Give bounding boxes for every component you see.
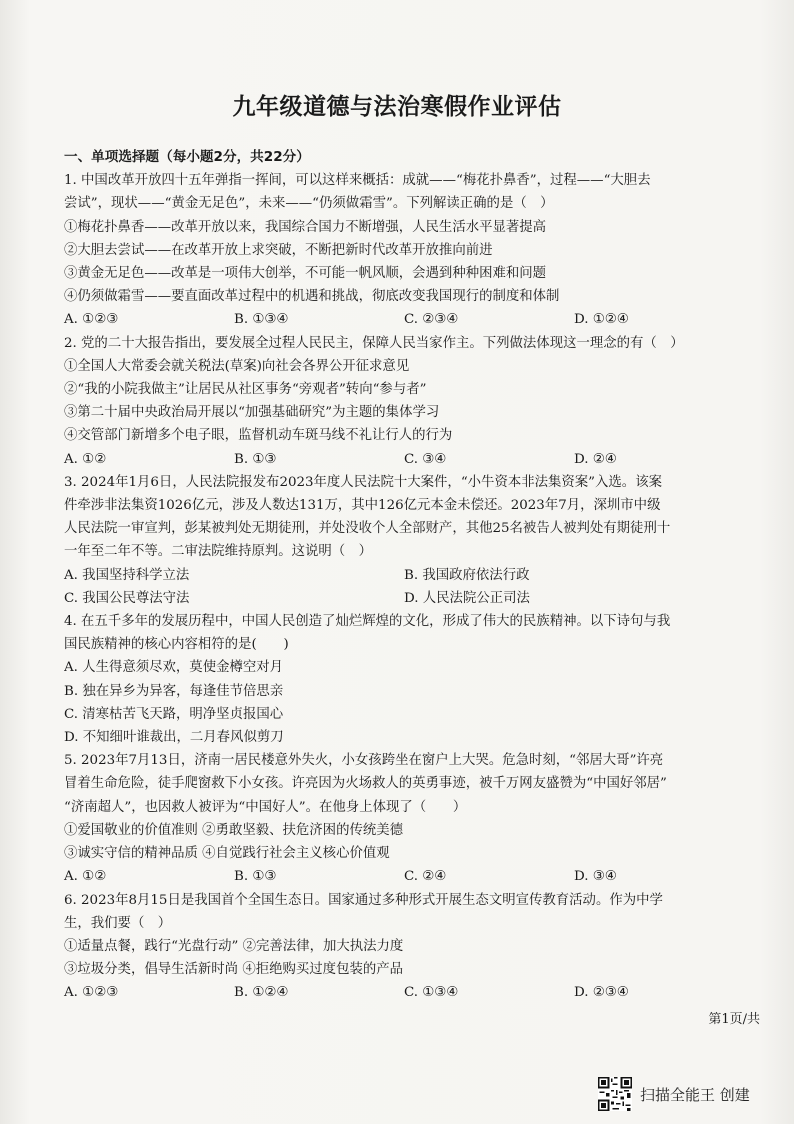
option-a: A. ①② (64, 869, 107, 885)
answer-options (64, 308, 744, 331)
question-list (64, 146, 744, 1005)
statement: ②“我的小院我做主”让居民从社区事务“旁观者”转向“参与者” (64, 382, 427, 398)
question-4 (64, 610, 744, 749)
option-d: D. 人民法院公正司法 (404, 590, 530, 606)
option-d: D. ②③④ (574, 985, 629, 1001)
option-b: B. 独在异乡为异客，每逢佳节倍思亲 (64, 683, 284, 699)
option-b: B. 我国政府依法行政 (404, 567, 530, 583)
statement: ②大胆去尝试——在改革开放上求突破，不断把新时代改革开放推向前进 (64, 242, 493, 258)
option-b: B. ①③ (234, 451, 277, 467)
option-c: C. ①③④ (404, 985, 459, 1001)
answer-options (64, 981, 744, 1004)
statement: ④仍须做霜雪——要直面改革过程中的机遇和挑战，彻底改变我国现行的制度和体制 (64, 289, 560, 305)
question-stem: 2. 党的二十大报告指出，要发展全过程人民民主，保障人民当家作主。下列做法体现这一理念的有（ ） (64, 335, 684, 351)
question-stem: 尝试”，现状——“黄金无足色”，未来——“仍须做霜雪”。下列解读正确的是（ ） (64, 196, 554, 212)
statement: ①梅花扑鼻香——改革开放以来，我国综合国力不断增强，人民生活水平显著提高 (64, 219, 547, 235)
question-stem: 5. 2023年7月13日，济南一居民楼意外失火，小女孩跨坐在窗户上大哭。危急时刻，“邻居大哥”许亮 (64, 753, 664, 769)
question-stem: “济南超人”，也因救人被评为“中国好人”。在他身上体现了（ ） (64, 799, 467, 815)
question-stem: 一年至二年不等。二审法院维持原判。这说明（ ） (64, 544, 372, 560)
question-stem: 1. 中国改革开放四十五年弹指一挥间，可以这样来概括：成就——“梅花扑鼻香”，过程——“大胆去 (64, 173, 651, 189)
question-stem: 冒着生命危险，徒手爬窗救下小女孩。许亮因为火场救人的英勇事迹，被千万网友盛赞为“中国好邻居” (64, 776, 667, 792)
page-title: 九年级道德与法治寒假作业评估 (232, 94, 562, 120)
answer-options (64, 448, 744, 471)
qr-code-icon (598, 1077, 632, 1111)
option-a: A. ①②③ (64, 312, 119, 328)
option-b: B. ①③ (234, 869, 277, 885)
statement: ①全国人大常委会就关税法(草案)向社会各界公开征求意见 (64, 358, 410, 374)
question-5 (64, 749, 744, 888)
statement: ①爱国敬业的价值准则 ②勇敢坚毅、扶危济困的传统美德 (64, 822, 404, 838)
page-number: 第1页/共 (708, 1012, 760, 1027)
watermark-text: 扫描全能王 创建 (640, 1085, 750, 1104)
statement: ③黄金无足色——改革是一项伟大创举，不可能一帆风顺，会遇到种种困难和问题 (64, 266, 547, 282)
question-stem: 生，我们要（ ） (64, 915, 172, 931)
option-c: C. 清寒枯苦飞天路，明净坚贞报国心 (64, 706, 284, 722)
question-stem: 人民法院一审宣判，彭某被判处无期徒刑，并处没收个人全部财产，其他25名被告人被判处有期徒刑十 (64, 521, 671, 537)
option-b: B. ①②④ (234, 985, 289, 1001)
option-a: A. ①② (64, 451, 107, 467)
option-d: D. ③④ (574, 869, 617, 885)
statement: ③垃圾分类，倡导生活新时尚 ④拒绝购买过度包装的产品 (64, 962, 404, 978)
question-stem: 3. 2024年1月6日，人民法院报发布2023年度人民法院十大案件，“小牛资本非法集资案”入选。该案 (64, 474, 662, 490)
option-a: A. ①②③ (64, 985, 119, 1001)
option-d: D. ②④ (574, 451, 617, 467)
section-heading: 一、单项选择题（每小题2分，共22分） (64, 149, 310, 165)
option-a: A. 人生得意须尽欢，莫使金樽空对月 (64, 660, 284, 676)
option-d: D. 不知细叶谁裁出，二月春风似剪刀 (64, 730, 284, 746)
question-2 (64, 332, 744, 471)
answer-options (64, 865, 744, 888)
scanner-watermark (598, 1076, 750, 1112)
question-3 (64, 471, 744, 610)
statement: ①适量点餐，践行“光盘行动” ②完善法律，加大执法力度 (64, 938, 404, 954)
option-c: C. ②③④ (404, 312, 459, 328)
question-stem: 件牵涉非法集资1026亿元，涉及人数达131万，其中126亿元本金未偿还。2023年7月，深圳市中级 (64, 498, 661, 514)
option-d: D. ①②④ (574, 312, 629, 328)
statement: ④交管部门新增多个电子眼，监督机动车斑马线不礼让行人的行为 (64, 428, 453, 444)
answer-options (64, 564, 744, 610)
question-stem: 6. 2023年8月15日是我国首个全国生态日。国家通过多种形式开展生态文明宣传教育活动。作为中学 (64, 892, 663, 908)
option-c: C. 我国公民尊法守法 (64, 590, 190, 606)
option-b: B. ①③④ (234, 312, 289, 328)
question-6 (64, 889, 744, 1005)
question-stem: 国民族精神的核心内容相符的是( ) (64, 637, 289, 653)
statement: ③诚实守信的精神品质 ④自觉践行社会主义核心价值观 (64, 846, 390, 862)
statement: ③第二十届中央政治局开展以“加强基础研究”为主题的集体学习 (64, 405, 440, 421)
question-1 (64, 169, 744, 331)
question-stem: 4. 在五千多年的发展历程中，中国人民创造了灿烂辉煌的文化，形成了伟大的民族精神。以下诗句与我 (64, 614, 671, 630)
option-a: A. 我国坚持科学立法 (64, 567, 190, 583)
option-c: C. ③④ (404, 451, 447, 467)
option-c: C. ②④ (404, 869, 447, 885)
